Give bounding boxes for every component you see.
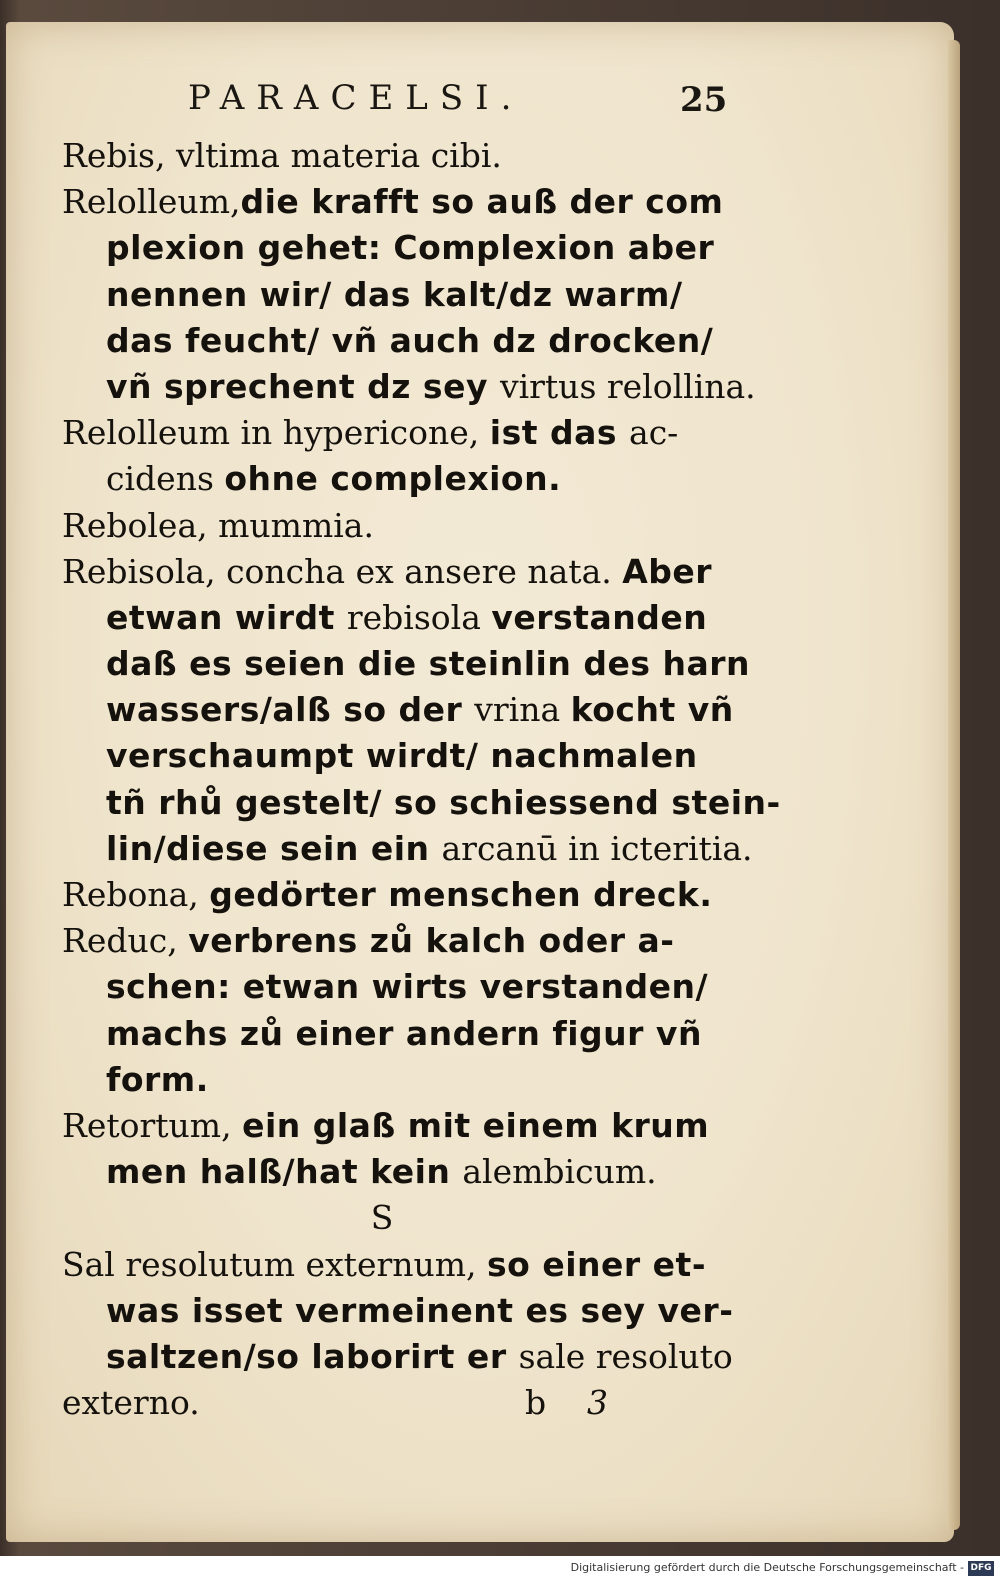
fraktur-segment: gedörter menschen dreck. bbox=[209, 875, 713, 914]
text-line bbox=[62, 456, 742, 502]
roman-segment: Rebona, bbox=[62, 875, 210, 914]
fraktur-segment: schen: etwan wirts verstanden/ bbox=[106, 967, 709, 1007]
roman-segment: Relolleum, bbox=[62, 182, 241, 222]
text-line bbox=[62, 1011, 742, 1057]
roman-segment: rebisola bbox=[346, 597, 492, 637]
text-line bbox=[62, 687, 742, 733]
text-line bbox=[62, 1288, 742, 1334]
roman-segment: Sal resolutum externum, bbox=[62, 1244, 488, 1284]
page-number: 25 bbox=[680, 80, 728, 120]
fraktur-segment: tñ rhů gestelt/ so schiessend stein- bbox=[106, 782, 781, 822]
text-line bbox=[62, 225, 742, 271]
roman-segment: virtus relollina. bbox=[499, 366, 756, 406]
text-line bbox=[62, 595, 742, 641]
fraktur-segment: kocht vñ bbox=[570, 690, 734, 730]
fraktur-segment: so einer et- bbox=[487, 1244, 707, 1284]
text-line bbox=[62, 179, 742, 225]
fraktur-segment: verschaumpt wirdt/ nachmalen bbox=[106, 736, 698, 776]
section-letter: S bbox=[370, 1198, 394, 1238]
text-line bbox=[62, 1242, 742, 1288]
fraktur-segment: form. bbox=[106, 1059, 209, 1099]
text-line bbox=[62, 1103, 742, 1149]
fraktur-segment: daß es seien die steinlin des harn bbox=[106, 644, 750, 684]
fraktur-segment: verbrens zů kalch oder a- bbox=[188, 921, 675, 961]
fraktur-segment: etwan wirdt bbox=[106, 597, 347, 637]
fraktur-segment: men halß/hat kein bbox=[106, 1152, 463, 1192]
roman-segment: Rebis, vltima materia cibi. bbox=[62, 136, 502, 175]
glossary-entries-s bbox=[62, 1242, 742, 1381]
fraktur-segment: saltzen/so laborirt er bbox=[106, 1336, 519, 1376]
roman-segment: arcanū in icteritia. bbox=[441, 828, 753, 868]
fraktur-segment: ohne complexion. bbox=[224, 459, 562, 499]
text-line bbox=[62, 1149, 742, 1195]
fraktur-segment: was isset vermeinent es sey ver- bbox=[106, 1290, 734, 1330]
roman-segment: Relolleum in hypericone, bbox=[62, 413, 490, 453]
signature-mark: b bbox=[525, 1383, 547, 1423]
roman-segment: ac- bbox=[629, 413, 679, 453]
text-line bbox=[62, 964, 742, 1010]
fraktur-segment: die krafft so auß der com bbox=[240, 182, 724, 222]
text-line bbox=[62, 272, 742, 318]
running-head: PARACELSI. bbox=[188, 78, 524, 118]
signature-number: 3 bbox=[587, 1383, 608, 1423]
roman-segment: Rebolea, mummia. bbox=[62, 505, 374, 545]
roman-segment: cidens bbox=[106, 459, 225, 499]
text-line bbox=[62, 1057, 742, 1103]
dfg-logo: DFG bbox=[968, 1561, 994, 1576]
footer-credit: Digitalisierung gefördert durch die Deutsche Forschungsgemeinschaft - bbox=[570, 1561, 964, 1574]
fraktur-segment: lin/diese sein ein bbox=[106, 828, 442, 868]
text-line bbox=[62, 641, 750, 687]
fraktur-segment: vñ sprechent dz sey bbox=[106, 366, 500, 406]
text-line bbox=[62, 1334, 742, 1380]
page-header bbox=[180, 78, 740, 128]
roman-segment: vrina bbox=[474, 690, 571, 730]
fraktur-segment: ist das bbox=[489, 413, 630, 453]
roman-segment: Retortum, bbox=[62, 1105, 243, 1145]
fraktur-segment: ein glaß mit einem krum bbox=[242, 1105, 710, 1145]
page-edge bbox=[948, 40, 960, 1530]
fraktur-segment: plexion gehet: Complexion aber bbox=[106, 228, 715, 268]
text-line bbox=[62, 780, 781, 826]
fraktur-segment: machs zů einer andern figur vñ bbox=[106, 1013, 702, 1053]
text-line bbox=[62, 826, 753, 872]
last-line-text: externo. bbox=[62, 1383, 200, 1423]
fraktur-segment: nennen wir/ das kalt/dz warm/ bbox=[106, 274, 683, 314]
roman-segment: alembicum. bbox=[462, 1152, 657, 1192]
roman-segment: sale resoluto bbox=[518, 1336, 733, 1376]
text-line bbox=[62, 549, 742, 595]
fraktur-segment: das feucht/ vñ auch dz drocken/ bbox=[106, 320, 714, 360]
text-line bbox=[62, 503, 742, 549]
last-line bbox=[62, 1380, 742, 1426]
text-line bbox=[62, 872, 742, 918]
fraktur-segment: verstanden bbox=[491, 597, 708, 637]
glossary-entries-r bbox=[62, 133, 781, 1195]
text-line bbox=[62, 733, 742, 779]
glossary-text bbox=[62, 133, 781, 1426]
digitization-footer bbox=[0, 1556, 1000, 1583]
text-line bbox=[62, 918, 742, 964]
text-line bbox=[62, 133, 742, 179]
fraktur-segment: Aber bbox=[622, 551, 713, 591]
roman-segment: Reduc, bbox=[62, 921, 189, 961]
text-line bbox=[62, 318, 742, 364]
roman-segment: Rebisola, concha ex ansere nata. bbox=[62, 551, 623, 591]
fraktur-segment: wassers/alß so der bbox=[106, 690, 475, 730]
text-line bbox=[62, 364, 756, 410]
text-line bbox=[62, 410, 742, 456]
